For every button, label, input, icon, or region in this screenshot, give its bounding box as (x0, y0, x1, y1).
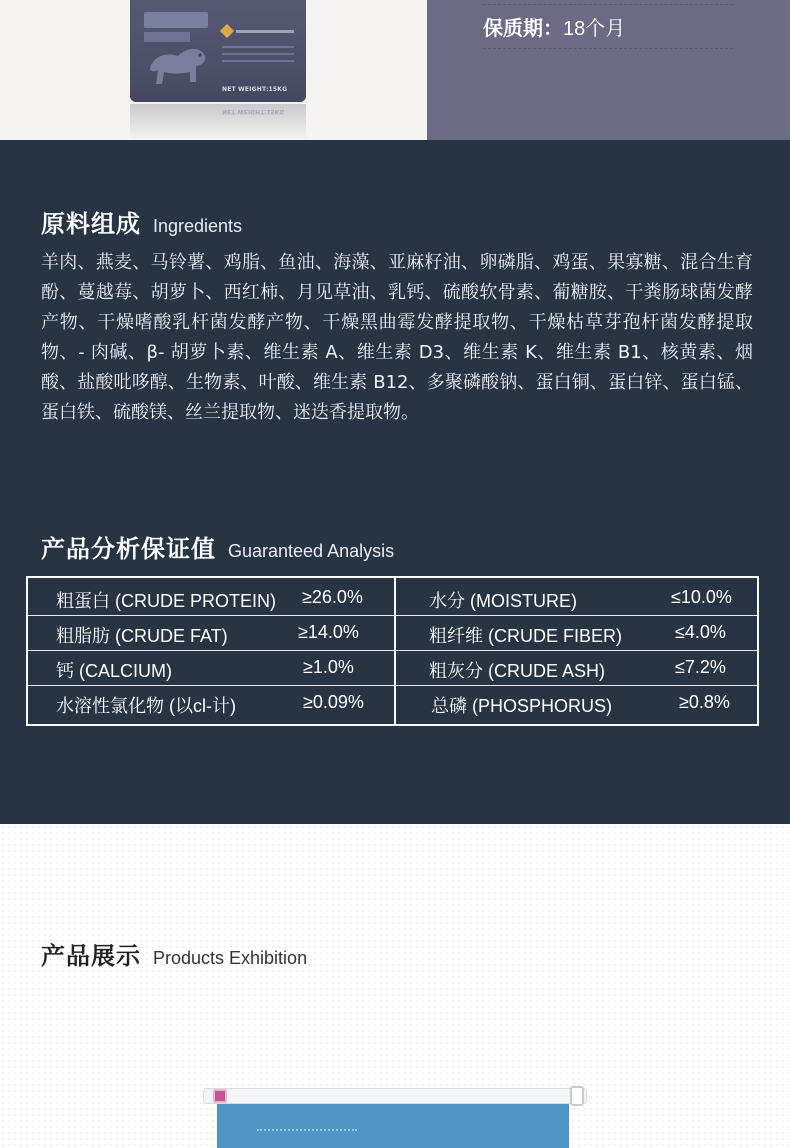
bag-print-strip (257, 1129, 357, 1133)
exhibition-heading (41, 936, 307, 971)
analysis-title-zh: 产品分析保证值 (41, 535, 216, 563)
products-exhibition-section (0, 824, 790, 1148)
nutrient-value: ≥1.0% (303, 657, 354, 677)
nutrient-value: ≥0.09% (303, 692, 364, 712)
product-header-strip (0, 0, 790, 140)
table-row (28, 685, 757, 720)
product-bag-photo (0, 0, 427, 140)
bag-handle-icon (570, 1086, 584, 1106)
nutrient-name: 水分 (MOISTURE) (429, 591, 577, 611)
product-spec-panel (427, 0, 790, 140)
nutrient-value: ≥26.0% (302, 587, 363, 607)
nutrient-name: 粗脂肪 (CRUDE FAT) (56, 626, 228, 646)
ingredients-title-en: Ingredients (153, 216, 243, 236)
nutrient-value: ≤4.0% (675, 622, 726, 642)
guaranteed-analysis-table (26, 576, 759, 726)
bag-weight-text: NET WEIGHT:15KG (222, 86, 288, 93)
exhibition-title-en: Products Exhibition (153, 948, 308, 968)
nutrient-name: 钙 (CALCIUM) (56, 661, 172, 681)
ingredients-analysis-section (0, 140, 790, 824)
ingredients-title-zh: 原料组成 (41, 210, 141, 238)
nutrient-name: 总磷 (PHOSPHORUS) (431, 696, 613, 716)
bag-clip-icon (213, 1089, 227, 1103)
nutrient-value: ≤7.2% (675, 657, 726, 677)
brand-logo-icon (222, 24, 294, 38)
nutrient-value: ≥14.0% (298, 622, 359, 642)
analysis-heading (41, 529, 394, 564)
dog-illustration-icon (144, 38, 214, 90)
table-row (28, 580, 757, 615)
nutrient-name: 粗蛋白 (CRUDE PROTEIN) (56, 591, 276, 611)
nutrient-name: 水溶性氯化物 (以cl-计) (56, 696, 236, 716)
table-row (28, 650, 757, 685)
analysis-title-en: Guaranteed Analysis (228, 541, 395, 561)
bag-seal-strip (203, 1088, 587, 1104)
divider (483, 48, 733, 49)
nutrient-name: 粗灰分 (CRUDE ASH) (429, 661, 606, 681)
nutrient-name: 粗纤维 (CRUDE FIBER) (429, 626, 622, 646)
nutrient-value: ≤10.0% (671, 587, 732, 607)
ingredients-heading (41, 204, 242, 239)
shelf-life-label: 保质期： (483, 16, 563, 40)
shelf-life (483, 12, 625, 41)
ingredients-text: 羊肉、燕麦、马铃薯、鸡脂、鱼油、海藻、亚麻籽油、卵磷脂、鸡蛋、果寡糖、混合生育酚、蔓越莓、胡萝卜、西红柿、月见草油、乳钙、硫酸软骨素、葡糖胺、干粪肠球菌发酵产物、干燥嗜酸乳杆菌发酵产物、干燥黑曲霉发酵提取物、干燥枯草芽孢杆菌发酵提取物、- 肉碱、β- 胡萝卜素、维生素 A、维生素 D3、维生素 K、维生素 B1、核黄素、烟酸、盐酸吡哆醇、生物素、叶酸、维生素 B12、多聚磷酸钠、蛋白铜、蛋白锌、蛋白锰、蛋白铁、硫酸镁、丝兰提取物、迷迭香提取物。 (41, 252, 753, 423)
table-row (28, 615, 757, 650)
exhibition-title-zh: 产品展示 (41, 942, 141, 970)
bag-weight-reflection: NET WEIGHT:15KG (222, 108, 285, 115)
shelf-life-value: 18个月 (563, 18, 626, 40)
divider (483, 4, 733, 5)
bag-reflection (130, 104, 306, 140)
nutrient-value: ≥0.8% (679, 692, 730, 712)
dog-food-bag-image (130, 0, 306, 102)
